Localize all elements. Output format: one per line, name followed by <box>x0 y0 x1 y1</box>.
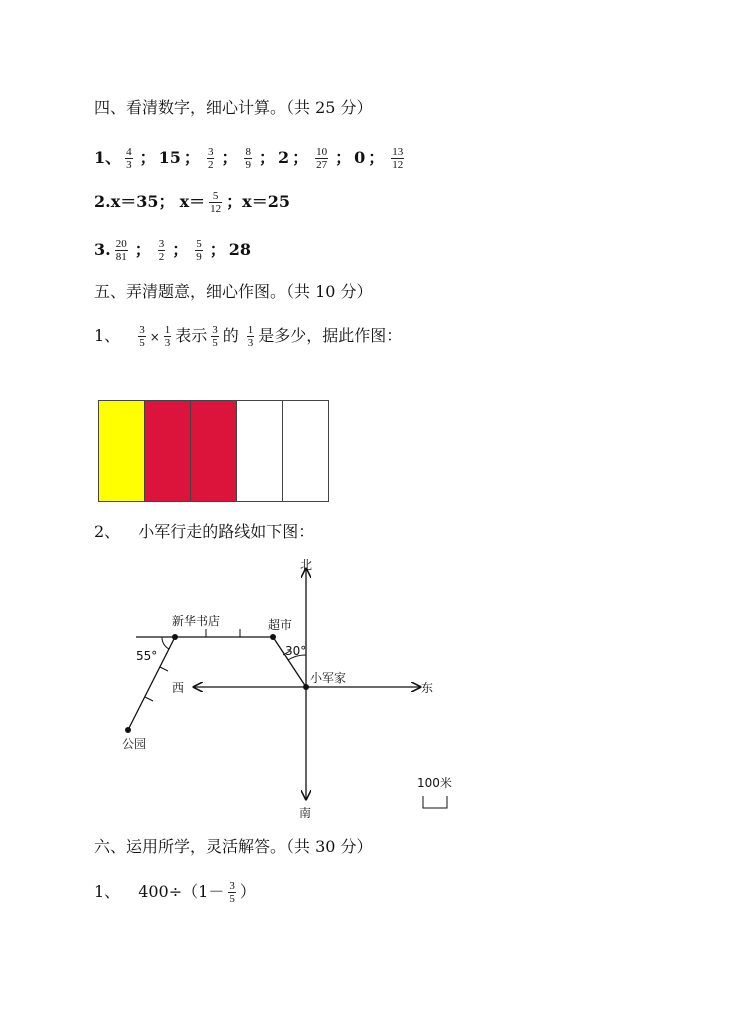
separator: ； <box>172 240 189 259</box>
south-label: 南 <box>299 806 312 820</box>
fraction-d: $\frac{1}{3}$ <box>247 324 254 349</box>
section-4-answer-1 <box>94 146 408 171</box>
park-point <box>125 727 131 733</box>
fraction: $\frac{5}{12}$ <box>210 190 222 215</box>
answer-2-prefix: 2.x＝35； <box>94 192 175 211</box>
fraction: $\frac{4}{3}$ <box>126 146 132 171</box>
section-5-question-1 <box>94 324 402 349</box>
section-6-title: 六、运用所学，灵活解答。（共 30 分） <box>94 837 373 856</box>
separator: ； <box>183 148 200 167</box>
section-5-title: 五、弄清题意，细心作图。（共 10 分） <box>94 282 373 301</box>
bookstore-label: 新华书店 <box>172 614 221 628</box>
question-1-text-a: 表示 <box>175 326 208 345</box>
fraction-a: $\frac{3}{5}$ <box>139 324 145 349</box>
separator: ； <box>258 148 275 167</box>
fraction: $\frac{3}{2}$ <box>158 238 165 263</box>
separator: ； <box>335 148 352 167</box>
question-2-prefix: 2、 <box>94 522 121 541</box>
fraction: $\frac{13}{12}$ <box>392 146 404 171</box>
fraction-cell <box>282 400 329 502</box>
fraction-cell <box>190 400 237 502</box>
east-label: 东 <box>421 681 434 695</box>
fraction-b: $\frac{1}{3}$ <box>164 324 171 349</box>
question-1-prefix: 1、 <box>94 326 121 345</box>
scale-bar <box>423 796 447 808</box>
separator: ； <box>368 148 385 167</box>
answer-value: 15 <box>158 148 181 167</box>
angle-park-label: 55° <box>136 649 158 663</box>
expression-b: ） <box>239 882 256 901</box>
fraction-cell <box>98 400 145 502</box>
times-sign: × <box>149 330 160 344</box>
supermarket-label: 超市 <box>268 618 293 632</box>
answer-2-mid: x＝ <box>179 192 206 211</box>
expression-a: 400÷（1－ <box>138 882 225 901</box>
bookstore-point <box>172 634 178 640</box>
park-label: 公园 <box>122 737 147 751</box>
separator: ； <box>139 148 156 167</box>
separator: ； <box>209 240 226 259</box>
angle-market-label: 30° <box>285 644 307 658</box>
fraction-c: $\frac{3}{5}$ <box>212 324 218 349</box>
separator: ； <box>221 148 238 167</box>
fraction: $\frac{3}{5}$ <box>229 880 235 905</box>
separator: ； <box>292 148 309 167</box>
answer-value: 28 <box>228 240 252 259</box>
fraction: $\frac{3}{2}$ <box>207 146 214 171</box>
answer-value: 0 <box>354 148 366 167</box>
section-5-question-2 <box>94 522 314 542</box>
fraction: $\frac{5}{9}$ <box>196 238 202 263</box>
route-map <box>110 555 470 825</box>
fraction-cell <box>236 400 283 502</box>
answer-2-suffix: ；x＝25 <box>226 192 290 211</box>
fraction: $\frac{8}{9}$ <box>245 146 251 171</box>
home-point <box>303 684 309 690</box>
section-4-title: 四、看清数字，细心计算。（共 25 分） <box>94 98 373 117</box>
question-1-text-b: 的 <box>222 326 239 345</box>
section-6-question-1 <box>94 880 256 905</box>
supermarket-point <box>270 634 276 640</box>
north-label: 北 <box>300 558 313 572</box>
answer-prefix: 3. <box>94 240 111 259</box>
separator: ； <box>134 240 151 259</box>
home-label: 小军家 <box>310 671 347 685</box>
west-label: 西 <box>172 681 185 695</box>
answer-prefix: 1、 <box>94 148 122 167</box>
question-1-prefix: 1、 <box>94 882 121 901</box>
answer-value: 2 <box>277 148 290 167</box>
scale-label: 100米 <box>417 776 452 790</box>
section-4-answer-2 <box>94 190 290 215</box>
section-4-answer-3 <box>94 238 251 263</box>
fraction-diagram <box>98 400 330 504</box>
fraction: $\frac{20}{81}$ <box>115 238 127 263</box>
question-1-text-c: 是多少，据此作图： <box>258 326 403 345</box>
question-2-text: 小军行走的路线如下图： <box>138 522 315 541</box>
fraction: $\frac{10}{27}$ <box>316 146 328 171</box>
fraction-cell <box>144 400 191 502</box>
